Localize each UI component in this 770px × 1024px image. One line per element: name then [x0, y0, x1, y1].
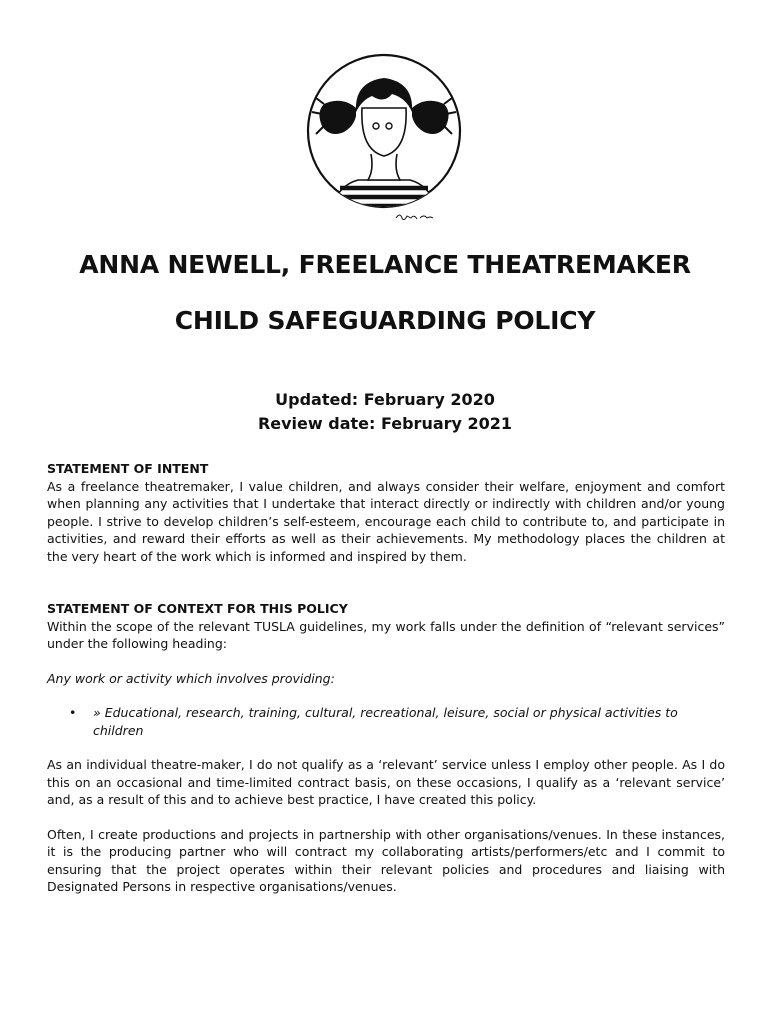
girl-neck: [368, 154, 400, 180]
right-pigtail: [412, 101, 449, 134]
partnership-paragraph: Often, I create productions and projects in partnership with other organisations/venues. In these instances, it is the producing partner who will contract my collaborating artists/performers/etc and I commit to ensuring that the project operates within their relevant policies and procedures and liaising with Designated Persons in respective organisations/venues.: [47, 826, 725, 894]
left-pigtail: [319, 101, 356, 134]
updated-date: Updated: February 2020: [275, 390, 495, 409]
policy-body: [47, 460, 725, 896]
context-intro: Within the scope of the relevant TUSLA guidelines, my work falls under the definition of “relevant services” under the following heading:: [47, 618, 725, 651]
intent-paragraph: As a freelance theatremaker, I value children, and always consider their welfare, enjoyment and comfort when planning any activities that I undertake that interact directly or indirectly with children and/or young people. I strive to develop children’s self-esteem, encourage each child to contribute to, and participate in activities, and reward their efforts as well as their achievements. My methodology places the children at the very heart of the work which is informed and inspired by them.: [47, 478, 725, 564]
context-heading: STATEMENT OF CONTEXT FOR THIS POLICY: [47, 601, 348, 616]
review-date: Review date: February 2021: [257, 414, 513, 433]
activity-list: [47, 704, 725, 739]
logo-illustration: [296, 46, 472, 232]
girl-hair: [356, 78, 412, 112]
activity-lead-in: Any work or activity which involves providing:: [47, 670, 335, 686]
girl-face: [362, 108, 406, 156]
document-title: ANNA NEWELL, FREELANCE THEATREMAKER: [79, 250, 691, 279]
intent-heading: STATEMENT OF INTENT: [47, 461, 209, 476]
list-item-text: » Educational, research, training, cultural, recreational, leisure, social or physical activities to children: [93, 705, 678, 738]
signature: [396, 215, 433, 220]
policy-title: CHILD SAFEGUARDING POLICY: [174, 306, 596, 335]
list-item: [47, 704, 725, 739]
relevant-service-paragraph: As an individual theatre-maker, I do not qualify as a ‘relevant’ service unless I employ other people. As I do this on an occasional and time-limited contract basis, on these occasions, I qualify as a ‘relevant service’ and, as a result of this and to achieve best practice, I have created this policy.: [47, 757, 725, 807]
bullet-icon: •: [69, 705, 77, 720]
